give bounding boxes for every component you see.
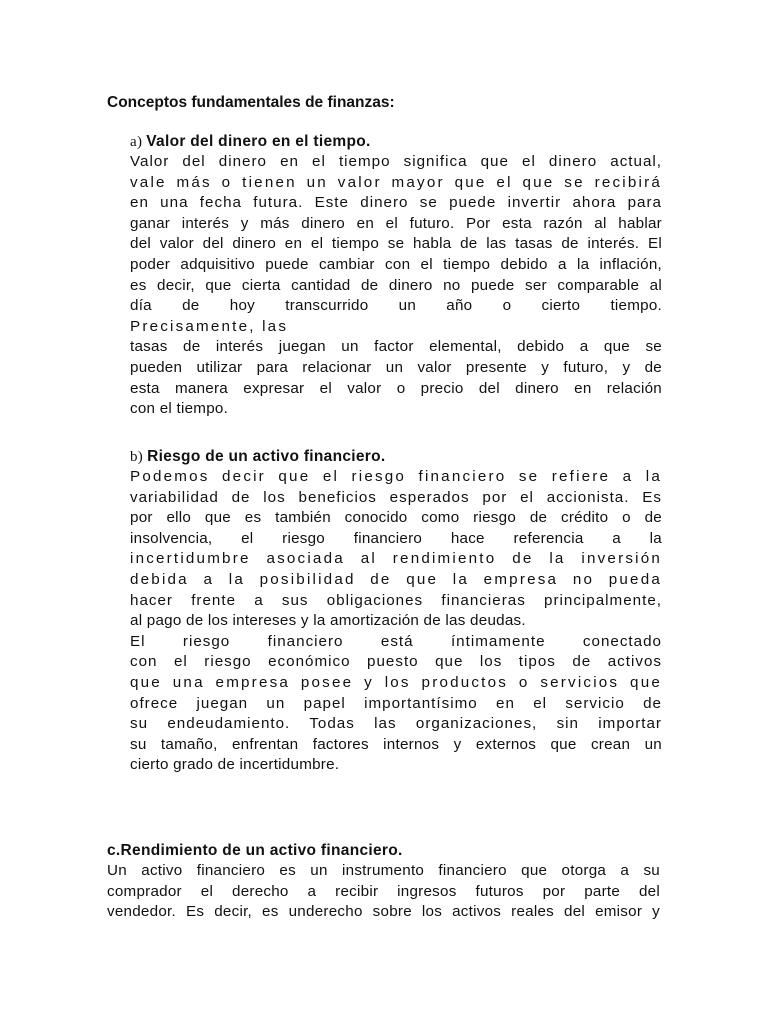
paragraph-line: por ello que es también conocido como riesgo de crédito o de [130,509,662,527]
paragraph-line: día de hoy transcurrido un año o cierto tiempo. [130,297,662,315]
document-title: Conceptos fundamentales de finanzas: [107,94,395,111]
section-heading-text: Riesgo de un activo financiero. [147,448,386,465]
paragraph-line: con el tiempo. [130,400,229,418]
section-heading: c.Rendimiento de un activo financiero. [107,842,403,859]
paragraph-line: cierto grado de incertidumbre. [130,756,340,774]
paragraph-line: incertidumbre asociada al rendimiento de la inversión [130,550,662,568]
paragraph-line: ganar interés y más dinero en el futuro. Por esta razón al hablar [130,214,662,232]
paragraph-line: al pago de los intereses y la amortización de las deudas. [130,612,526,630]
paragraph-line: su endeudamiento. Todas las organizaciones, sin importar [130,715,662,733]
section-valor-dinero [130,132,662,420]
paragraph-line: hacer frente a sus obligaciones financieras principalmente, [130,591,662,609]
paragraph-line: insolvencia, el riesgo financiero hace referencia a la [130,529,662,547]
section-paragraph [130,152,662,420]
section-paragraph [130,467,662,776]
paragraph-line: pueden utilizar para relacionar un valor presente y futuro, y de [130,358,662,376]
section-riesgo [130,447,662,776]
paragraph-line: El riesgo financiero está íntimamente conectado [130,632,662,650]
paragraph-line: poder adquisitivo puede cambiar con el tiempo debido a la inflación, [130,255,662,273]
paragraph-line: Podemos decir que el riesgo financiero se refiere a la [130,468,662,485]
section-marker: a) [130,134,143,150]
paragraph-line: debida a la posibilidad de que la empresa no pueda [130,570,662,588]
section-heading [130,447,662,467]
paragraph-line: comprador el derecho a recibir ingresos futuros por parte del [107,882,660,900]
paragraph-line: esta manera expresar el valor o precio del dinero en relación [130,379,662,397]
paragraph-line: que una empresa posee y los productos o servicios que [130,673,662,691]
section-rendimiento [107,841,660,923]
paragraph-line: Un activo financiero es un instrumento financiero que otorga a su [107,862,660,879]
paragraph-line: variabilidad de los beneficios esperados por el accionista. Es [130,488,662,506]
paragraph-line: es decir, que cierta cantidad de dinero no puede ser comparable al [130,276,662,294]
paragraph-line: Valor del dinero en el tiempo significa que el dinero actual, [130,153,662,170]
paragraph-line: del valor del dinero en el tiempo se habla de las tasas de interés. El [130,235,662,253]
paragraph-line: vendedor. Es decir, es underecho sobre los activos reales del emisor y [107,903,660,921]
paragraph-line: su tamaño, enfrentan factores internos y externos que crean un [130,735,662,753]
paragraph-line: con el riesgo económico puesto que los tipos de activos [130,653,662,671]
section-marker: b) [130,449,144,465]
paragraph-line: vale más o tienen un valor mayor que el que se recibirá [130,173,662,191]
paragraph-line: ofrece juegan un papel importantísimo en el servicio de [130,694,662,712]
paragraph-line: en una fecha futura. Este dinero se puede invertir ahora para [130,194,662,212]
section-heading [130,132,662,152]
section-heading-text: Valor del dinero en el tiempo. [146,133,371,150]
paragraph-line: tasas de interés juegan un factor elemental, debido a que se [130,338,662,356]
section-paragraph [107,861,660,923]
paragraph-line: Precisamente, las [130,317,289,335]
